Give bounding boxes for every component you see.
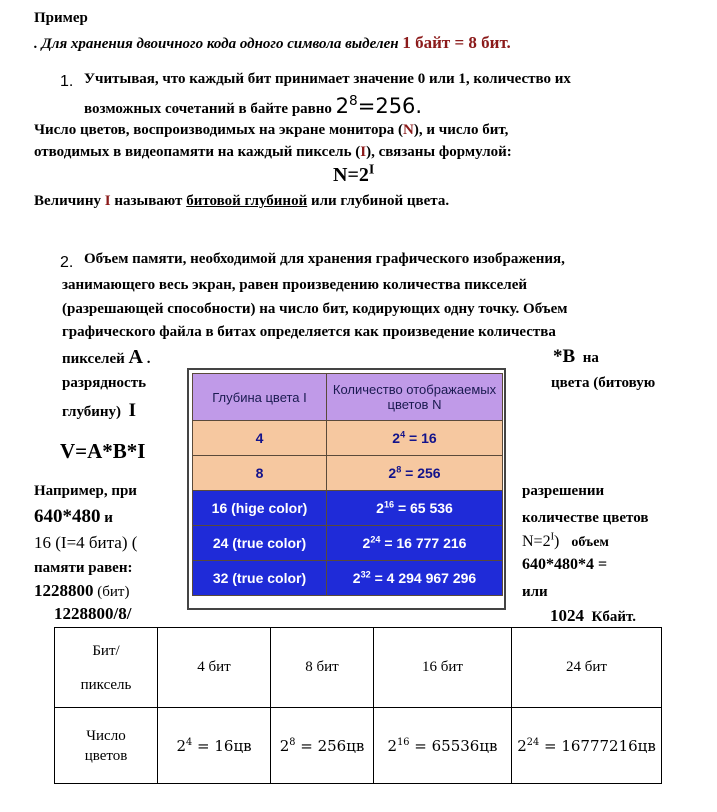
ct-base: 2 (392, 430, 401, 446)
bits-table-header-row (55, 628, 662, 708)
bt-rest: = 16777216цв (543, 736, 656, 755)
color-table-row (193, 456, 503, 491)
bits-table-cell (271, 708, 374, 784)
example-r6-bold: 1024 (550, 606, 584, 625)
item2-na: на (582, 350, 599, 366)
color-table-depth: 16 (hige color) (193, 491, 327, 526)
formula-n-base: N=2 (333, 164, 369, 186)
formula-n-2i (333, 164, 374, 187)
bits-per-pixel-table (54, 627, 662, 784)
item2-b: *B (553, 346, 576, 367)
bits-table-row-header (55, 628, 158, 708)
bits-header-line1: Бит/ (92, 642, 120, 659)
item1-formula-rest: =256. (357, 94, 423, 118)
bits-table-cell (158, 708, 271, 784)
item1-formula-base: 2 (335, 94, 350, 118)
item2-line1: Объем памяти, необходимой для хранения графического изображения, (84, 251, 565, 267)
depth-a: Величину (34, 193, 101, 209)
depth-c: или глубиной цвета. (310, 193, 450, 209)
ct-value: = 256 (405, 465, 441, 481)
ct-exp: 24 (370, 534, 381, 545)
bits-table-cell (374, 708, 512, 784)
color-table-row (193, 491, 503, 526)
intro-value: 1 байт = 8 бит. (402, 33, 511, 52)
ct-exp: 8 (396, 464, 402, 475)
colors-line2 (34, 144, 512, 161)
example-l4: памяти равен: (34, 560, 133, 576)
color-table-depth: 32 (true color) (193, 561, 327, 596)
example-r6 (550, 606, 636, 626)
color-table-row (193, 421, 503, 456)
colors-line1-a: Число цветов, воспроизводимых на экране монитора ( (34, 122, 404, 138)
bt-base: 2 (517, 736, 527, 755)
item2-number: 2. (60, 254, 74, 271)
example-r3 (522, 533, 609, 551)
item2-a: A (128, 346, 143, 368)
item2-i: I (128, 400, 136, 421)
color-table-depth: 8 (193, 456, 327, 491)
colors-line1 (34, 122, 508, 139)
ct-base: 2 (362, 535, 371, 551)
item2-gl-word: глубину) (62, 404, 122, 420)
colors-line1-n: N (403, 122, 414, 138)
bt-exp: 24 (526, 736, 540, 748)
colors-line1-b: ), и число бит, (413, 122, 509, 138)
ct-value: = 4 294 967 296 (374, 570, 477, 586)
bits-label-line2: цветов (84, 747, 128, 764)
volume-formula: V=A*B*I (60, 439, 146, 463)
example-r3-rest: ) (554, 533, 560, 550)
ct-exp: 16 (383, 499, 395, 510)
item1-formula (336, 94, 422, 118)
item1-formula-exp: 8 (349, 93, 358, 109)
item2-left-pixels (62, 346, 150, 369)
example-l5 (34, 581, 129, 601)
color-table-header-row (193, 374, 503, 421)
bits-header-line2: пиксель (80, 676, 132, 693)
ct-exp: 4 (400, 429, 406, 440)
bt-exp: 4 (186, 736, 193, 748)
example-l6: 1228800/8/ (54, 604, 132, 623)
intro-text: . Для хранения двоичного кода одного символа выделен (34, 36, 399, 52)
bt-rest: = 256цв (300, 736, 365, 755)
example-l2-rest: и (104, 510, 113, 526)
example-l1: Например, при (34, 483, 137, 499)
item2-line4: графического файла в битах определяется как произведение количества (62, 324, 556, 340)
bits-table-colors-row (55, 708, 662, 784)
bits-table-row-label (55, 708, 158, 784)
item2-left-depth: разрядность (62, 375, 147, 391)
item2-left-gl (62, 400, 136, 422)
example-l2 (34, 506, 113, 528)
bt-rest: = 65536цв (414, 736, 498, 755)
item1-line2-text: возможных сочетаний в байте равно (84, 101, 332, 117)
example-l5-bold: 1228800 (34, 581, 94, 600)
bt-base: 2 (387, 736, 398, 755)
colors-line2-i: I (360, 144, 367, 160)
depth-line (34, 193, 449, 210)
example-l2-bold: 640*480 (34, 506, 101, 527)
example-r3-obem: объем (571, 535, 609, 550)
depth-i: I (104, 193, 111, 209)
item2-line2: занимающего весь экран, равен произведению количества пикселей (62, 277, 527, 293)
color-table-count (327, 491, 503, 526)
bits-table-col-header: 24 бит (512, 628, 662, 708)
example-l3: 16 (I=4 бита) ( (34, 533, 138, 552)
color-table-depth: 4 (193, 421, 327, 456)
formula-n-exp: I (368, 162, 375, 178)
item1-line2 (84, 94, 422, 118)
example-r3-exp: I (550, 531, 555, 543)
color-depth-table (187, 368, 506, 610)
ct-base: 2 (352, 570, 361, 586)
example-r6-rest: Кбайт. (591, 609, 637, 625)
color-table-count (327, 456, 503, 491)
item1-number: 1. (60, 73, 74, 90)
bt-rest: = 16цв (197, 736, 252, 755)
item2-pixels-word: пикселей (62, 351, 125, 367)
bt-exp: 16 (397, 736, 410, 748)
item2-dot: . (146, 351, 151, 367)
intro-line (34, 33, 511, 53)
color-table-count (327, 526, 503, 561)
example-r1: разрешении (522, 483, 605, 499)
colors-line2-b: ), связаны формулой: (366, 144, 512, 160)
color-table-header-count: Количество отображаемых цветов N (327, 374, 503, 421)
color-table-row (193, 561, 503, 596)
bits-label-line1: Число (86, 727, 126, 744)
ct-value: = 16 777 216 (384, 535, 467, 551)
example-r5: или (522, 584, 548, 600)
bt-exp: 8 (289, 736, 296, 748)
colors-line2-a: отводимых в видеопамяти на каждый пиксель ( (34, 144, 361, 160)
example-r3-base: N=2 (522, 533, 551, 550)
item2-line3: (разрешающей способности) на число бит, кодирующих одну точку. Объем (62, 301, 568, 317)
color-table-row (193, 526, 503, 561)
item2-right-color: цвета (битовую (551, 375, 656, 391)
color-table-count (327, 421, 503, 456)
ct-base: 2 (376, 500, 384, 516)
ct-value: = 65 536 (397, 500, 453, 516)
example-r2: количестве цветов (522, 510, 649, 526)
color-depth-grid (192, 373, 503, 596)
ct-value: = 16 (409, 430, 437, 446)
bits-table-cell (512, 708, 662, 784)
bits-table-col-header: 16 бит (374, 628, 512, 708)
color-table-depth: 24 (true color) (193, 526, 327, 561)
section-title: Пример (34, 10, 88, 26)
color-table-header-depth: Глубина цвета I (193, 374, 327, 421)
item2-right-b (553, 346, 599, 368)
ct-base: 2 (388, 465, 397, 481)
depth-b: называют (114, 193, 183, 209)
bt-base: 2 (176, 736, 187, 755)
bits-table-col-header: 4 бит (158, 628, 271, 708)
bits-table-col-header: 8 бит (271, 628, 374, 708)
example-r4: 640*480*4 = (522, 556, 608, 573)
color-table-count (327, 561, 503, 596)
item1-line1: Учитывая, что каждый бит принимает значение 0 или 1, количество их (84, 71, 571, 87)
depth-term: битовой глубиной (186, 193, 308, 209)
bt-base: 2 (279, 736, 290, 755)
ct-exp: 32 (360, 569, 371, 580)
example-l5-rest: (бит) (97, 584, 130, 600)
